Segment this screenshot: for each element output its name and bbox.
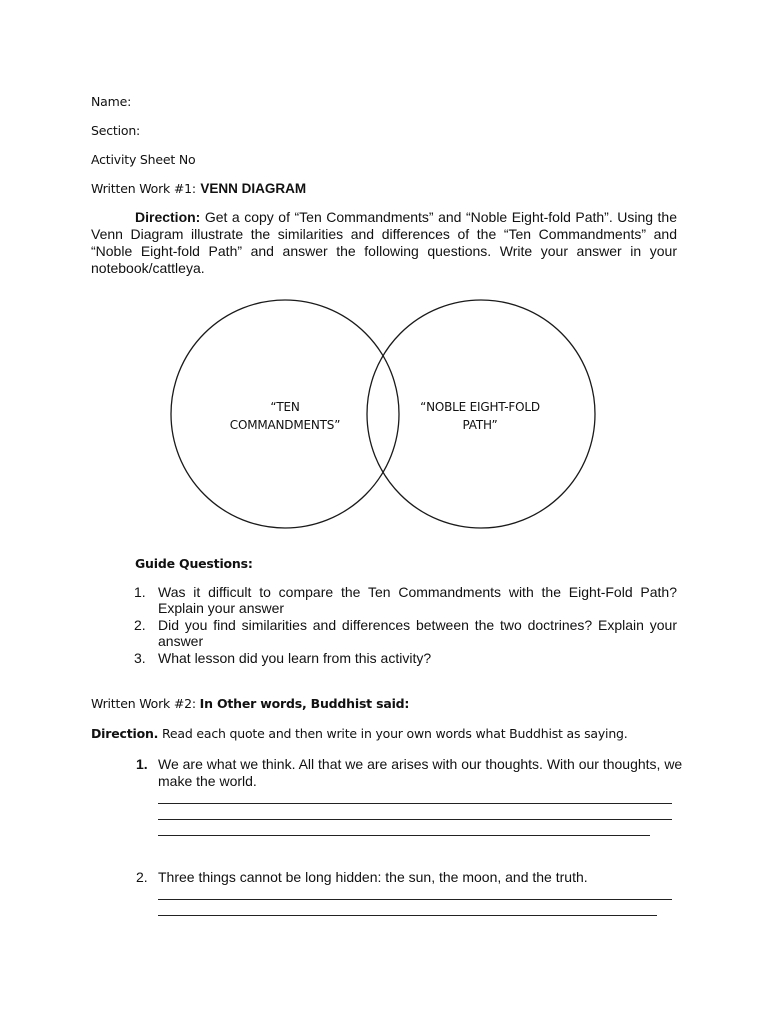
guide-question xyxy=(134,650,677,666)
direction-text-2: Read each quote and then write in your own words what Buddhist as saying. xyxy=(162,726,628,741)
venn-left-label xyxy=(210,398,360,434)
quote-text-line: We are what we think. All that we are arises with our thoughts. With our thoughts, we xyxy=(158,756,683,772)
venn-left-label-line2: COMMANDMENTS” xyxy=(229,418,341,432)
name-label: Name: xyxy=(91,94,132,109)
section-label: Section: xyxy=(91,123,141,138)
written-work-1-prefix: Written Work #1: xyxy=(91,181,196,196)
question-text: What lesson did you learn from this activity? xyxy=(158,650,432,666)
question-text: Was it difficult to compare the Ten Commandments with the Eight-Fold Path? Explain your answer xyxy=(158,584,677,616)
quote-number: 1. xyxy=(136,756,148,772)
direction-label-1: Direction: xyxy=(135,209,201,225)
question-number: 1. xyxy=(134,584,146,600)
answer-line[interactable] xyxy=(158,899,672,900)
quote-text-line: Three things cannot be long hidden: the sun, the moon, and the truth. xyxy=(158,869,588,885)
direction-text-1: Get a copy of “Ten Commandments” and “Noble Eight-fold Path”. Using the Venn Diagram illustrate the similarities and differences of the “Ten Commandments” and “Noble Eight-fold Path” and answer the following questions. Write your answer in your notebook/cattleya. xyxy=(91,209,677,276)
question-number: 3. xyxy=(134,650,146,666)
answer-line[interactable] xyxy=(158,819,672,820)
guide-questions-list xyxy=(134,584,677,667)
written-work-2-title: In Other words, Buddhist said: xyxy=(199,696,410,711)
guide-questions-title: Guide Questions: xyxy=(135,556,253,571)
written-work-2-heading xyxy=(91,696,409,711)
activity-sheet-label: Activity Sheet No xyxy=(91,152,196,167)
direction-paragraph-1 xyxy=(91,209,677,277)
venn-right-label xyxy=(400,398,560,434)
direction-label-2: Direction. xyxy=(91,726,159,741)
written-work-2-prefix: Written Work #2: xyxy=(91,696,196,711)
quote-number: 2. xyxy=(136,869,148,885)
guide-question xyxy=(134,617,677,649)
question-text: Did you find similarities and differences between the two doctrines? Explain your answer xyxy=(158,617,677,649)
direction-paragraph-2 xyxy=(91,726,628,741)
venn-right-label-line2: PATH” xyxy=(462,418,498,432)
written-work-1-heading xyxy=(91,180,306,198)
written-work-1-title: VENN DIAGRAM xyxy=(200,181,307,196)
venn-right-label-line1: “NOBLE EIGHT-FOLD xyxy=(420,400,540,414)
venn-left-label-line1: “TEN xyxy=(270,400,300,414)
answer-line[interactable] xyxy=(158,803,672,804)
question-number: 2. xyxy=(134,617,146,633)
quote-text-line: make the world. xyxy=(158,773,257,789)
guide-question xyxy=(134,584,677,616)
answer-line[interactable] xyxy=(158,915,657,916)
answer-line[interactable] xyxy=(158,835,650,836)
